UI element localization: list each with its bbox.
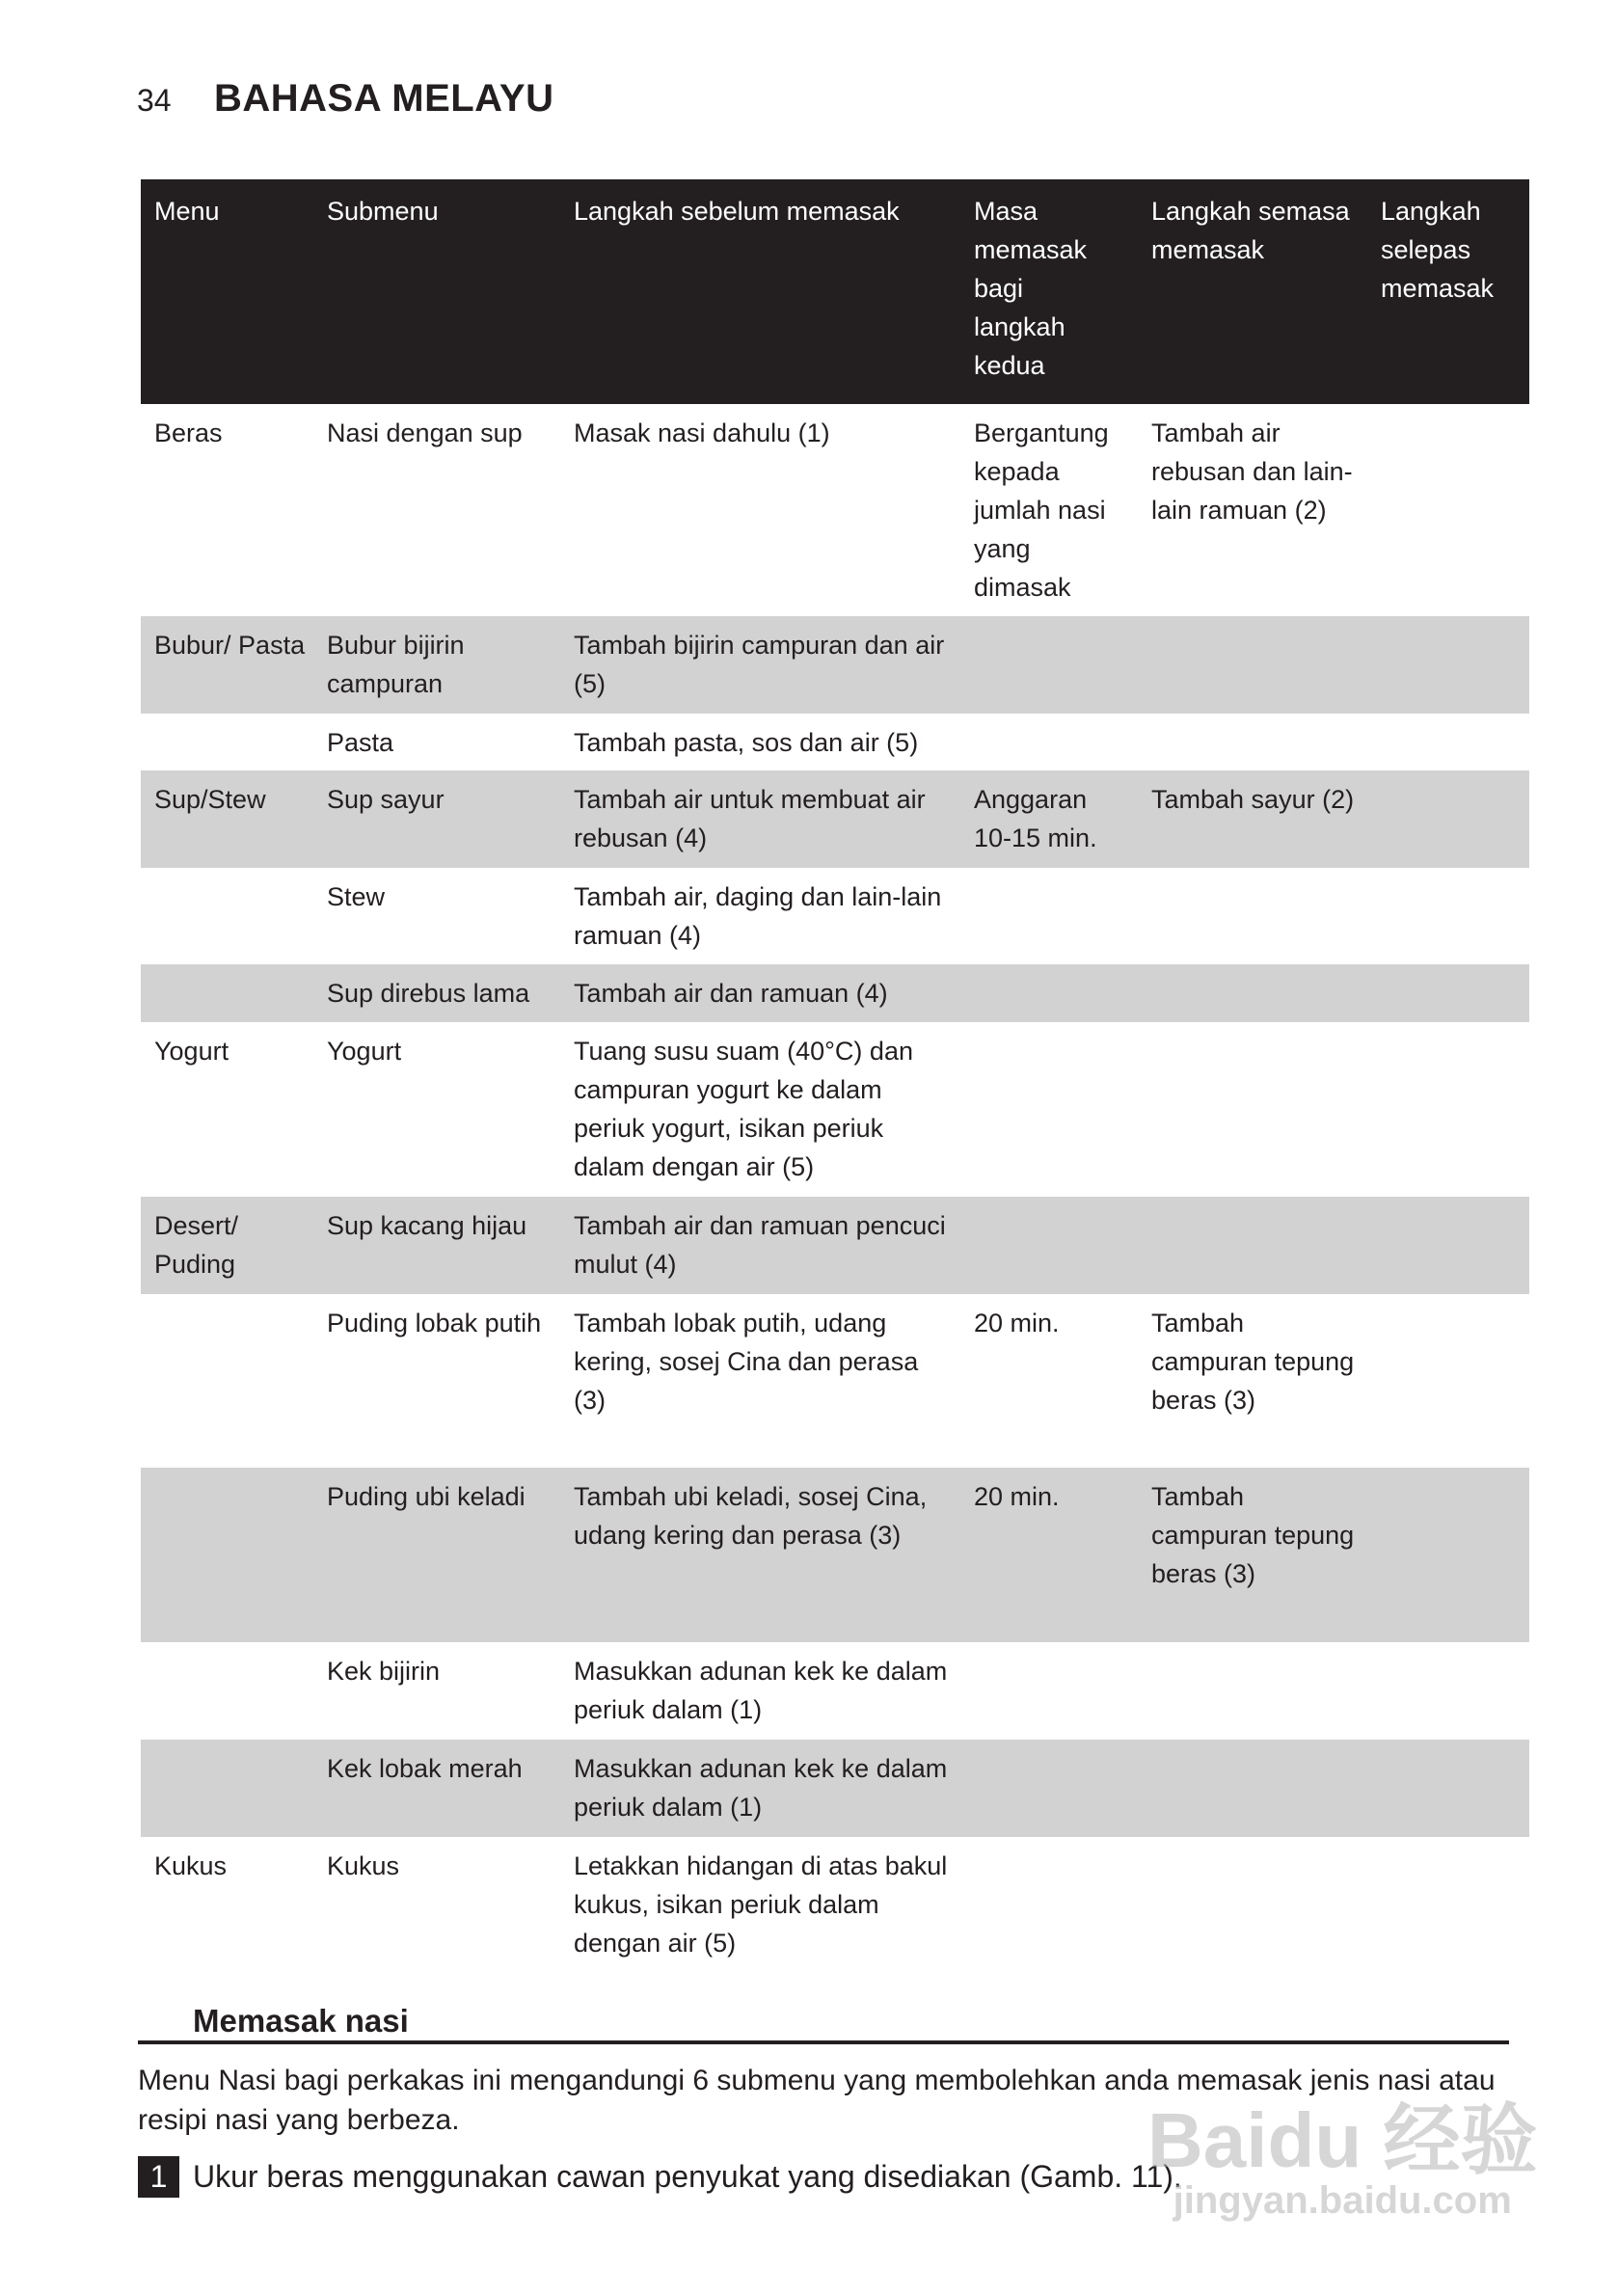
cell-time: Bergantung kepada jumlah nasi yang dimasak: [974, 419, 1109, 602]
col-header-submenu: Submenu: [327, 197, 439, 226]
step-text: Ukur beras menggunakan cawan penyukat yang disediakan (Gamb. 11).: [193, 2159, 1182, 2194]
cell-after: [1367, 964, 1529, 1022]
watermark-line2: jingyan.baidu.com: [1173, 2179, 1512, 2222]
cell-time: 20 min.: [974, 1309, 1060, 1337]
cell-after: [1367, 404, 1529, 616]
cell-submenu: Bubur bijirin campuran: [327, 631, 465, 698]
cell-menu: [141, 964, 313, 1022]
cell-menu: [141, 1642, 313, 1740]
section-title: Memasak nasi: [193, 2003, 409, 2039]
cell-time: [960, 1022, 1138, 1197]
table-row: [141, 868, 1529, 964]
cell-before: Masukkan adunan kek ke dalam periuk dalam (1): [574, 1657, 948, 1724]
cell-after: [1367, 868, 1529, 964]
cell-time: [960, 1642, 1138, 1740]
cell-time: 20 min.: [974, 1482, 1060, 1511]
cell-submenu: Kek bijirin: [327, 1657, 441, 1686]
cell-during: [1138, 964, 1367, 1022]
cell-after: [1367, 616, 1529, 714]
table-row: [141, 1837, 1529, 1971]
cell-submenu: Yogurt: [327, 1037, 402, 1066]
table-row: [141, 1468, 1529, 1642]
col-header-menu: Menu: [154, 197, 220, 226]
watermark-line1: Baidu 经验: [1147, 2097, 1538, 2183]
cell-before: Tambah air dan ramuan pencuci mulut (4): [574, 1211, 946, 1279]
page-title: BAHASA MELAYU: [214, 77, 554, 120]
cell-after: [1367, 1294, 1529, 1468]
col-header-after: Langkah selepas memasak: [1381, 197, 1495, 303]
cell-after: [1367, 1642, 1529, 1740]
section-rule: [138, 2040, 1509, 2044]
cell-time: [960, 964, 1138, 1022]
cell-after: [1367, 1740, 1529, 1837]
cell-during: Tambah air rebusan dan lain-lain ramuan (2): [1151, 419, 1353, 525]
cell-submenu: Puding lobak putih: [327, 1309, 542, 1337]
cell-during: Tambah sayur (2): [1151, 785, 1355, 814]
cell-time: [960, 616, 1138, 714]
baidu-watermark-logo: [1147, 2097, 1538, 2223]
cell-after: [1367, 770, 1529, 868]
cell-during: [1138, 1837, 1367, 1971]
cell-after: [1367, 1197, 1529, 1294]
table-header-row: [141, 179, 1529, 404]
cell-menu: [141, 868, 313, 964]
cell-menu: [141, 1740, 313, 1837]
cell-before: Letakkan hidangan di atas bakul kukus, isikan periuk dalam dengan air (5): [574, 1851, 948, 1958]
cell-submenu: Sup direbus lama: [327, 979, 530, 1008]
col-header-time: Masa memasak bagi langkah kedua: [974, 197, 1088, 380]
table-row: [141, 1197, 1529, 1294]
cell-menu: [141, 1468, 313, 1642]
cell-time: [960, 1837, 1138, 1971]
cell-time: [960, 714, 1138, 770]
cell-after: [1367, 1468, 1529, 1642]
cell-before: Masukkan adunan kek ke dalam periuk dalam (1): [574, 1754, 948, 1822]
cell-menu: Kukus: [154, 1851, 228, 1880]
cell-after: [1367, 1837, 1529, 1971]
cell-submenu: Pasta: [327, 728, 394, 757]
cell-menu: [141, 1294, 313, 1468]
cell-time: [960, 1197, 1138, 1294]
step-item: [138, 2156, 1182, 2198]
cell-before: Tambah bijirin campuran dan air (5): [574, 631, 945, 698]
cell-before: Tuang susu suam (40°C) dan campuran yogurt ke dalam periuk yogurt, isikan periuk dalam dengan air (5): [574, 1037, 913, 1181]
cell-time: [960, 1740, 1138, 1837]
cell-before: Tambah air untuk membuat air rebusan (4): [574, 785, 926, 852]
cell-submenu: Puding ubi keladi: [327, 1482, 526, 1511]
cell-before: Tambah lobak putih, udang kering, sosej Cina dan perasa (3): [574, 1309, 919, 1415]
cell-menu: Desert/ Puding: [154, 1211, 239, 1279]
cell-before: Masak nasi dahulu (1): [574, 419, 830, 447]
col-header-during: Langkah semasa memasak: [1151, 197, 1350, 264]
menu-table: [141, 179, 1529, 1971]
cell-after: [1367, 714, 1529, 770]
table-row: [141, 1022, 1529, 1197]
cell-during: [1138, 1740, 1367, 1837]
table-row: [141, 770, 1529, 868]
cell-menu: [141, 714, 313, 770]
cell-menu: Bubur/ Pasta: [154, 631, 306, 660]
section-paragraph: Menu Nasi bagi perkakas ini mengandungi 6 submenu yang membolehkan anda memasak jenis nasi atau resipi nasi yang berbeza.: [138, 2065, 1496, 2136]
table-row: [141, 616, 1529, 714]
page-number: 34: [137, 83, 172, 118]
cell-after: [1367, 1022, 1529, 1197]
cell-submenu: Kukus: [327, 1851, 400, 1880]
table-row: [141, 1294, 1529, 1468]
cell-during: [1138, 714, 1367, 770]
cell-time: [960, 868, 1138, 964]
cell-before: Tambah air, daging dan lain-lain ramuan (4): [574, 882, 942, 950]
cell-submenu: Nasi dengan sup: [327, 419, 523, 447]
table-row: [141, 964, 1529, 1022]
cell-before: Tambah pasta, sos dan air (5): [574, 728, 919, 757]
table-row: [141, 1642, 1529, 1740]
table-row: [141, 1740, 1529, 1837]
cell-during: [1138, 1022, 1367, 1197]
step-number: 1: [138, 2156, 179, 2198]
cell-menu: Yogurt: [154, 1037, 229, 1066]
table-row: [141, 714, 1529, 770]
cell-menu: Beras: [154, 419, 223, 447]
cell-menu: Sup/Stew: [154, 785, 266, 814]
cell-during: Tambah campuran tepung beras (3): [1151, 1309, 1355, 1415]
cell-before: Tambah ubi keladi, sosej Cina, udang kering dan perasa (3): [574, 1482, 928, 1550]
cell-during: [1138, 616, 1367, 714]
cell-submenu: Stew: [327, 882, 386, 911]
cell-before: Tambah air dan ramuan (4): [574, 979, 888, 1008]
cell-during: [1138, 1197, 1367, 1294]
cell-submenu: Kek lobak merah: [327, 1754, 523, 1783]
col-header-before: Langkah sebelum memasak: [574, 197, 900, 226]
cell-during: Tambah campuran tepung beras (3): [1151, 1482, 1355, 1588]
cell-submenu: Sup kacang hijau: [327, 1211, 527, 1240]
cell-submenu: Sup sayur: [327, 785, 445, 814]
table-row: [141, 404, 1529, 616]
cell-time: Anggaran 10-15 min.: [974, 785, 1097, 852]
cell-during: [1138, 868, 1367, 964]
cell-during: [1138, 1642, 1367, 1740]
